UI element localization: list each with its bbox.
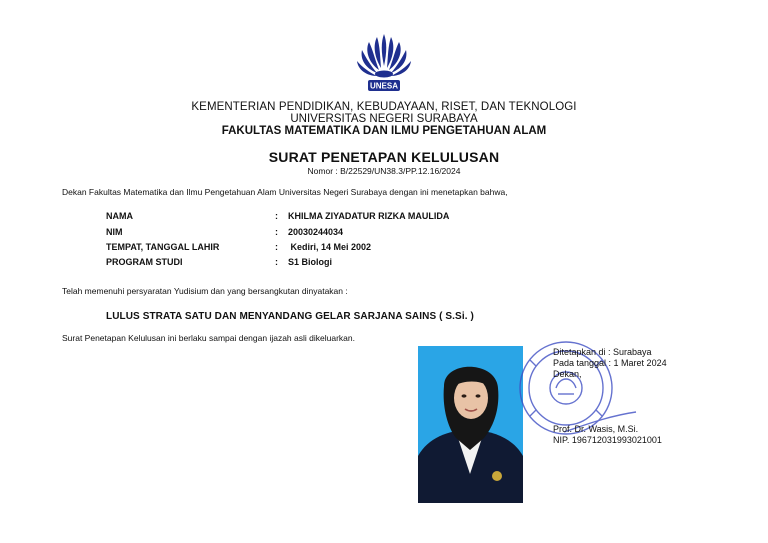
logo-text: UNESA [369,81,399,91]
document-title: SURAT PENETAPAN KELULUSAN [268,149,500,165]
student-photo [418,346,523,503]
field-label-nim: NIM [106,227,123,237]
unesa-logo-icon [353,30,415,92]
field-value-nim: 20030244034 [288,227,344,237]
field-value-prodi: S1 Biologi [288,257,333,267]
document-number: Nomor : B/22529/UN38.3/PP.12.16/2024 [307,166,461,176]
field-label-nama: NAMA [106,211,133,221]
field-separator: : [275,227,278,237]
signature-role: Dekan, [553,369,582,379]
university-heading: UNIVERSITAS NEGERI SURABAYA [290,113,478,125]
field-separator: : [275,211,278,221]
faculty-heading: FAKULTAS MATEMATIKA DAN ILMU PENGETAHUAN ALAM [221,125,547,137]
intro-paragraph: Dekan Fakultas Matematika dan Ilmu Pengetahuan Alam Universitas Negeri Surabaya dengan ini menetapkan bahwa, [62,187,508,197]
student-photo-icon [418,346,523,503]
signatory-name: Prof. Dr. Wasis, M.Si. [553,424,639,434]
statement-paragraph: Telah memenuhi persyaratan Yudisium dan yang bersangkutan dinyatakan : [62,286,348,296]
ministry-heading: KEMENTERIAN PENDIDIKAN, KEBUDAYAAN, RISET, DAN TEKNOLOGI [191,101,577,113]
validity-paragraph: Surat Penetapan Kelulusan ini berlaku sampai dengan ijazah asli dikeluarkan. [62,333,355,343]
field-separator: : [275,257,278,267]
field-label-ttl: TEMPAT, TANGGAL LAHIR [106,242,220,252]
field-separator: : [275,242,278,252]
signature-place: Ditetapkan di : Surabaya [553,347,652,357]
signature-date: Pada tanggal : 1 Maret 2024 [553,358,667,368]
field-label-prodi: PROGRAM STUDI [106,257,183,267]
field-value-ttl: Kediri, 14 Mei 2002 [288,242,372,252]
field-value-nama: KHILMA ZIYADATUR RIZKA MAULIDA [288,211,450,221]
degree-statement: LULUS STRATA SATU DAN MENYANDANG GELAR SARJANA SAINS ( S.Si. ) [106,311,474,322]
signatory-nip: NIP. 196712031993021001 [553,435,662,445]
